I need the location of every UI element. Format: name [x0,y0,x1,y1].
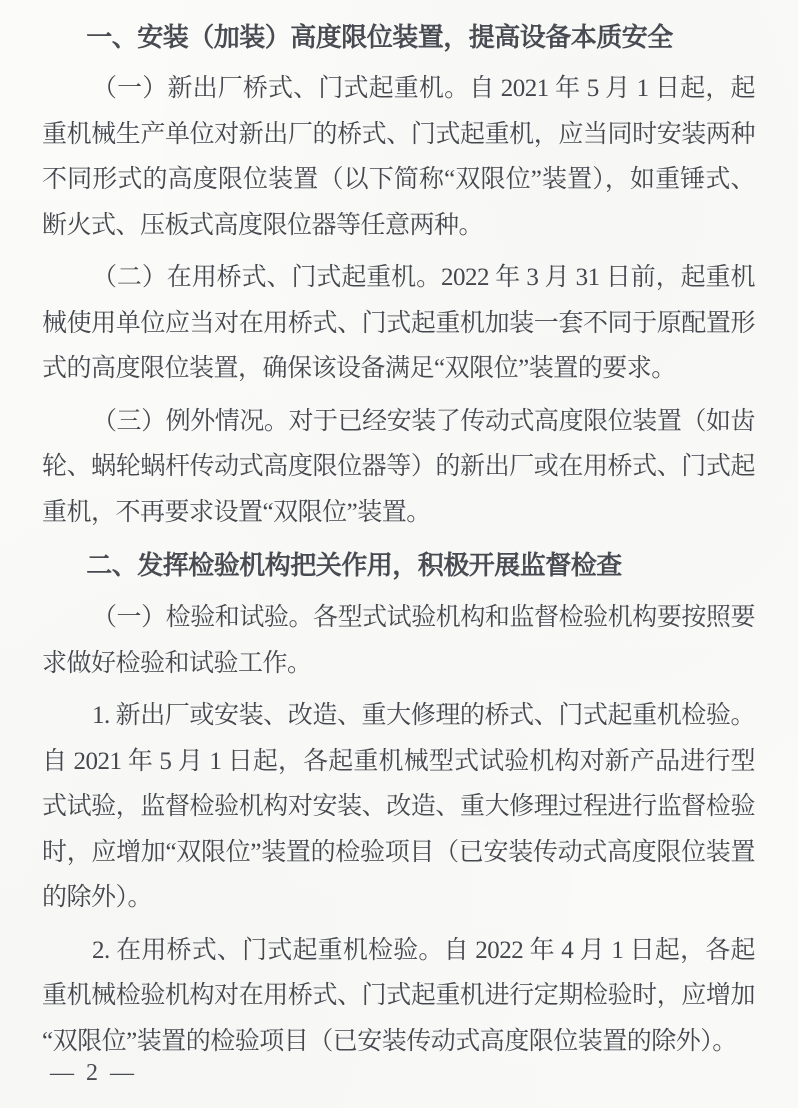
paragraph-2-1-item-1-new-crane-inspection: 1. 新出厂或安装、改造、重大修理的桥式、门式起重机检验。自 2021 年 5 月 1 日起，各起重机械型式试验机构对新产品进行型式试验，监督检验机构对安装、改造、重大修理过程进行监督检验时，应增加“双限位”装置的检验项目（已安装传动式高度限位装置的除外）。 [42,702,755,911]
paragraph-2-1-item-2-in-use-crane-inspection: 2. 在用桥式、门式起重机检验。自 2022 年 4 月 1 日起，各起重机械检验机构对在用桥式、门式起重机进行定期检验时，应增加“双限位”装置的检验项目（已安装传动式高度限位装置的除外）。 [42,936,755,1055]
paragraph-1-3-exceptions: （三）例外情况。对于已经安装了传动式高度限位装置（如齿轮、蜗轮蜗杆传动式高度限位器等）的新出厂或在用桥式、门式起重机，不再要求设置“双限位”装置。 [42,407,755,526]
paragraph-1-1-new-cranes: （一）新出厂桥式、门式起重机。自 2021 年 5 月 1 日起，起重机械生产单位对新出厂的桥式、门式起重机，应当同时安装两种不同形式的高度限位装置（以下简称“双限位”装置），如重锤式、断火式、压板式高度限位器等任意两种。 [42,75,755,239]
paragraph-1-2-in-use-cranes: （二）在用桥式、门式起重机。2022 年 3 月 31 日前，起重机械使用单位应当对在用桥式、门式起重机加装一套不同于原配置形式的高度限位装置，确保该设备满足“双限位”装置的要求。 [42,264,755,382]
section-heading-1: 一、安装（加装）高度限位装置，提高设备本质安全 [86,22,673,52]
paragraph-2-1-inspection-and-test: （一）检验和试验。各型式试验机构和监督检验机构要按照要求做好检验和试验工作。 [42,604,755,677]
section-heading-2: 二、发挥检验机构把关作用，积极开展监督检查 [86,550,622,580]
page-number: — 2 — [50,1060,137,1086]
